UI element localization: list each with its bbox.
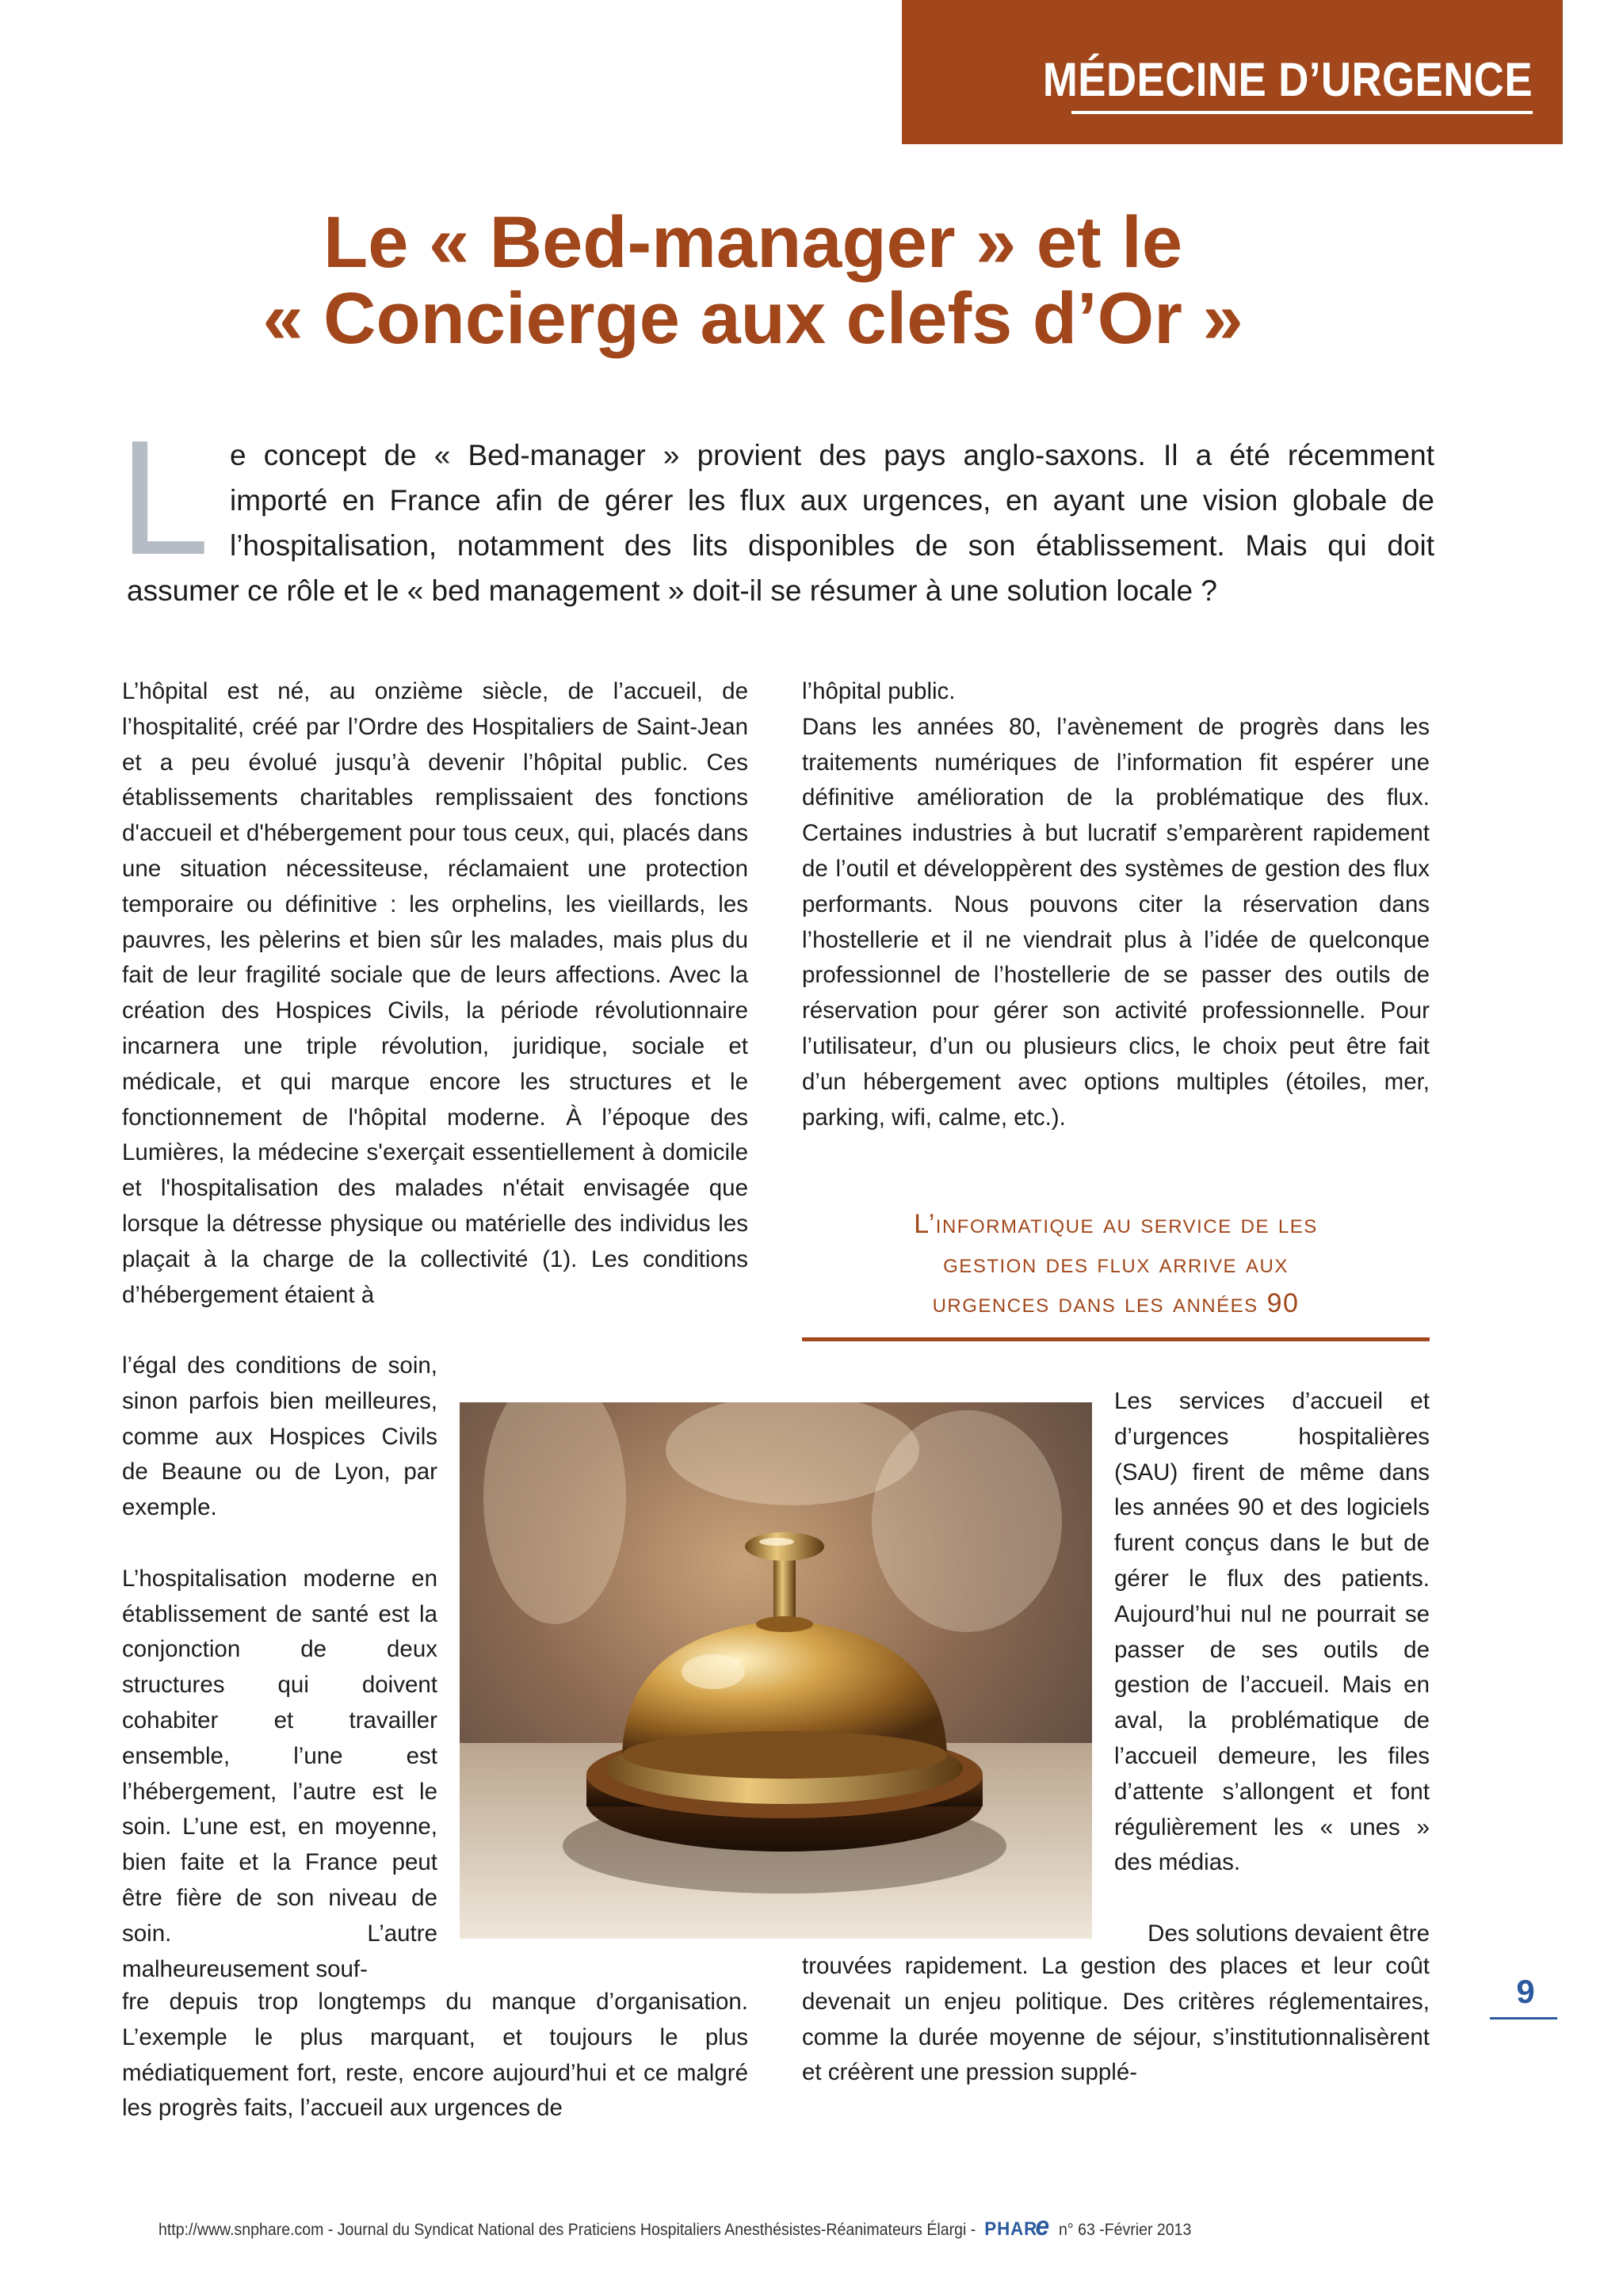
right-column-bottom — [802, 1949, 1430, 2091]
headline-line-2: « Concierge aux clefs d’Or » — [262, 278, 1243, 359]
footer-issue: n° 63 -Février 2013 — [1058, 2221, 1192, 2239]
lead-line: l’hospitalisation, notamment des lits disponibles de son établissement. Mais qui doit — [230, 529, 1434, 562]
right-column-narrow — [1114, 1384, 1430, 1952]
section-title: MÉDECINE D’URGENCE — [1042, 53, 1533, 106]
subheading-line-3: urgences dans les années 90 — [932, 1288, 1300, 1318]
page-number-rule — [1490, 2017, 1557, 2019]
body-paragraph: L’hospitalisation moderne en établissement de santé est la conjonction de deux structures qui doivent cohabiter et travailler ensemble, l’une est l’hébergement, l’autre est le soin. L’une est, en moyenne, bien faite et la France peut être fière de son niveau de soin. L’autre malheureusement souf- — [122, 1565, 437, 1982]
body-paragraph: fre depuis trop longtemps du manque d’organisation. L’exemple le plus marquant, et toujours le plus médiatiquement fort, reste, encore aujourd’hui et ce malgré les progrès faits, l’accueil aux urgences de — [122, 1989, 748, 2122]
body-paragraph: Les services d’accueil et d’urgences hospitalières (SAU) firent de même dans les années 90 et des logiciels furent conçus dans le but de gérer le flux des patients. Aujourd’hui nul ne pourrait se passer de ses outils de gestion de l’accueil. Mais en aval, la problématique de l’accueil demeure, les files d’attente s’allongent et font régulièrement les « unes » des médias. — [1114, 1388, 1430, 1876]
body-paragraph: Dans les années 80, l’avènement de progrès dans les traitements numériques de l’information fit espérer une définitive amélioration de la problématique des flux. Certaines industries à but lucratif s’emparèrent rapidement de l’outil et développèrent des systèmes de gestion des flux performants. Nous pouvons citer la réservation dans l’hostellerie et il ne viendrait plus à l’idée de quelconque professionnel de l’hostellerie de se passer des outils de réservation pour gérer son activité professionnelle. Pour l’utilisateur, d’un ou plusieurs clics, le choix peut être fait d’un hébergement avec options multiples (étoiles, mer, parking, wifi, calme, etc.). — [802, 713, 1430, 1131]
subheading-line-2: gestion des flux arrive aux — [943, 1249, 1289, 1279]
section-subheading — [802, 1204, 1430, 1323]
left-column-narrow — [122, 1348, 437, 1987]
body-paragraph: L’hôpital est né, au onzième siècle, de l’accueil, de l’hospitalité, créé par l’Ordre des Hospitaliers de Saint-Jean et a peu évolué jusqu’à devenir l’hôpital public. Ces établissements charitables remplissaient des fonctions d'accueil et d'hébergement pour tous ceux, qui, placés dans une situation nécessiteuse, réclamaient une protection temporaire ou définitive : les orphelins, les vieillards, les pauvres, les pèlerins et bien sûr les malades, mais plus du fait de leur fragilité sociale que de leurs affections. Avec la création des Hospices Civils, la période révolutionnaire incarnera une triple révolution, juridique, sociale et médicale, et qui marque encore les structures et le fonctionnement de l'hôpital moderne. À l’époque des Lumières, la médecine s'exerçait essentiellement à domicile et l'hospitalisation des malades n'était envisagée que lorsque la détresse physique ou matérielle des individus les plaçait à la charge de la collectivité (1). Les conditions d’hébergement étaient à — [122, 678, 748, 1308]
lead-line: assumer ce rôle et le « bed management » doit-il se résumer à une solution locale ? — [127, 574, 1217, 607]
page-footer — [158, 2210, 1308, 2242]
subheading-underline — [802, 1337, 1430, 1341]
right-column-top — [802, 674, 1430, 1135]
phare-logo — [984, 2210, 1050, 2245]
lead-paragraph — [127, 433, 1434, 613]
article-headline — [79, 204, 1426, 357]
body-paragraph: trouvées rapidement. La gestion des places et leur coût devenait un enjeu politique. Des critères réglementaires, comme la durée moyenne de séjour, s’institutionnalisèrent et créèrent une pression supplé- — [802, 1953, 1430, 2086]
reception-bell-photo — [460, 1402, 1092, 1939]
footer-text: http://www.snphare.com - Journal du Syndicat National des Praticiens Hospitaliers Anesthésistes-Réanimateurs Élargi - — [158, 2221, 976, 2239]
lead-dropcap: L — [119, 406, 210, 589]
body-paragraph: Des solutions devaient être — [1148, 1920, 1430, 1947]
subheading-line-1: L’informatique au service de les — [914, 1209, 1318, 1239]
lead-line: importé en France afin de gérer les flux aux urgences, en ayant une vision globale de — [230, 484, 1434, 517]
phare-logo-text: PHAR — [984, 2218, 1038, 2240]
left-column-bottom — [122, 1985, 748, 2126]
page-number: 9 — [1516, 1973, 1535, 2010]
bell-illustration — [460, 1402, 1092, 1939]
left-column-top — [122, 674, 748, 1313]
lead-line: e concept de « Bed-manager » provient des pays anglo-saxons. Il a été récemment — [230, 439, 1434, 471]
body-paragraph: l’hôpital public. — [802, 678, 956, 704]
body-paragraph: l’égal des conditions de soin, sinon parfois bien meilleures, comme aux Hospices Civils de Beaune ou de Lyon, par exemple. — [122, 1352, 437, 1521]
phare-logo-e: e — [1035, 2211, 1050, 2241]
section-underline — [1071, 111, 1533, 114]
headline-line-1: Le « Bed-manager » et le — [323, 202, 1182, 283]
